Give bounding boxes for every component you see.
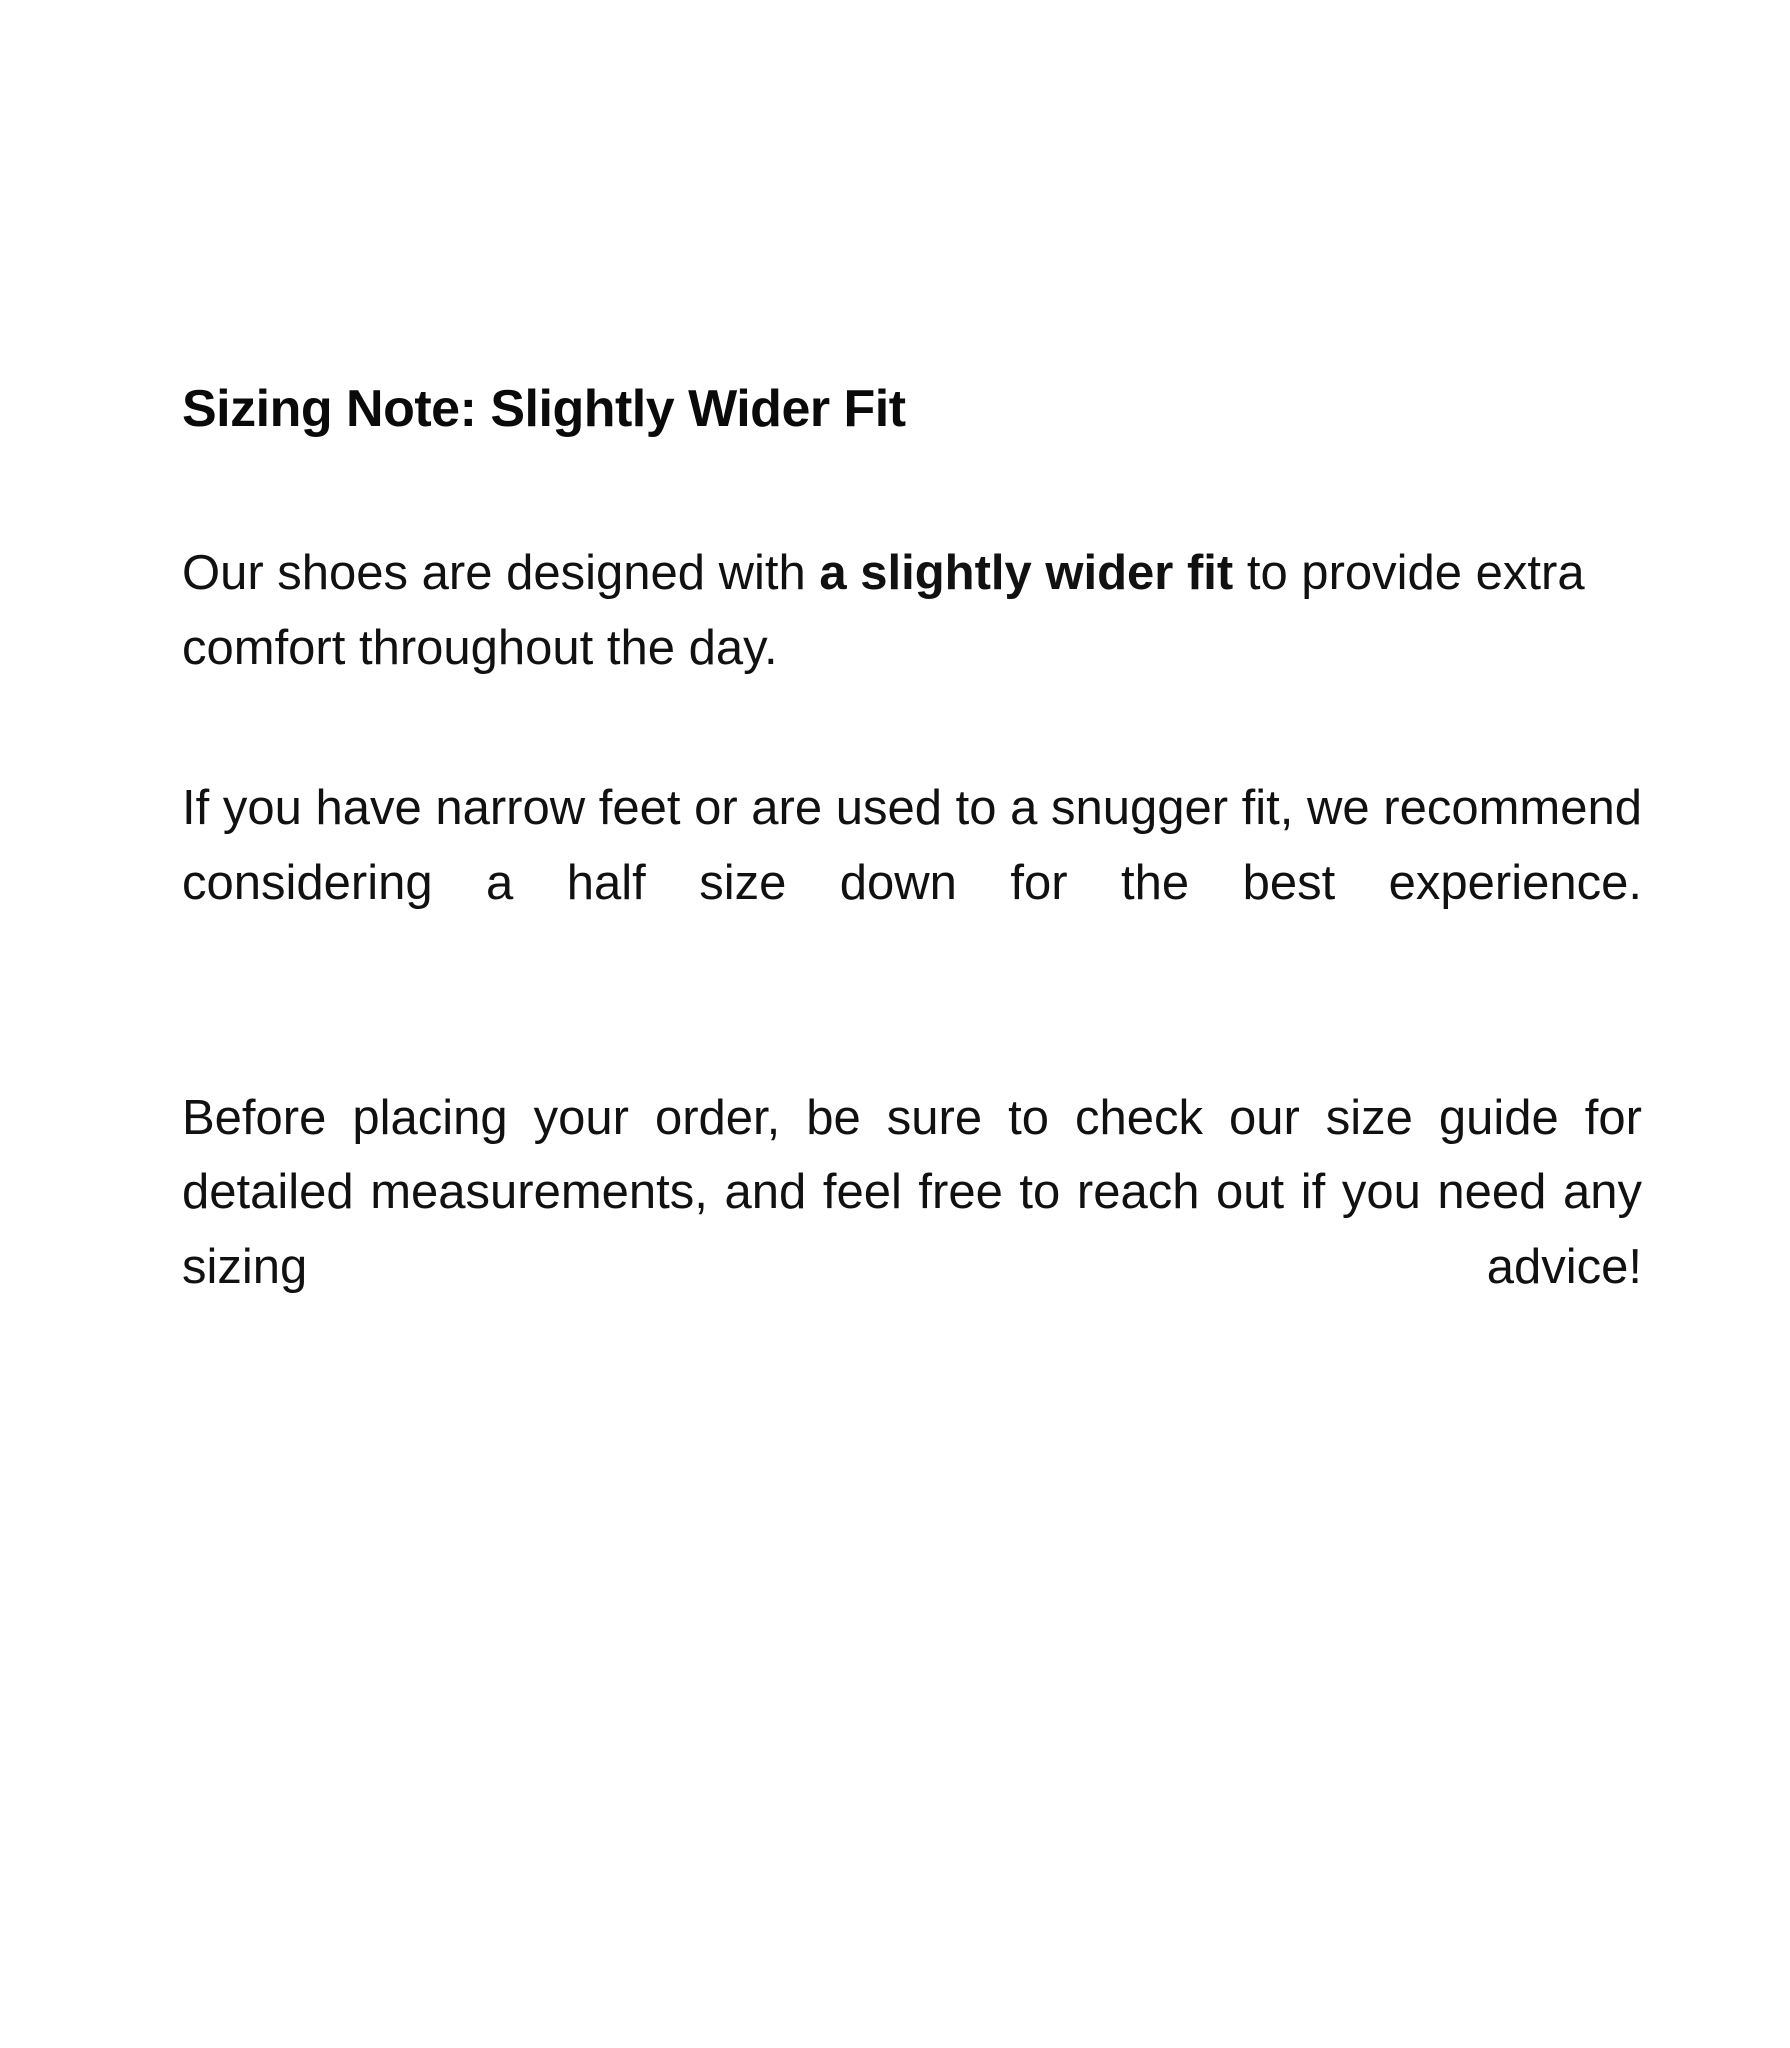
page-title: Sizing Note: Slightly Wider Fit [182,380,906,438]
paragraph-lead-text: Our shoes are designed with [182,546,820,601]
paragraph-size-guide [182,1081,1642,1379]
paragraph-size-guide-text: Before placing your order, be sure to check our size guide for detailed measurements, and feel free to reach out if you need any sizing advice! [182,1090,1642,1294]
emphasis-wider-fit: a slightly wider fit [819,546,1234,601]
paragraph-tail-text: to provide extra comfort throughout the day. [182,546,1585,675]
note-content [182,378,1642,1379]
paragraph-narrow-feet [182,771,1642,994]
paragraph-narrow-feet-text: If you have narrow feet or are used to a snugger fit, we recommend considering a half size down for the best experience. [182,781,1642,910]
paragraph-wider-fit [182,536,1642,685]
